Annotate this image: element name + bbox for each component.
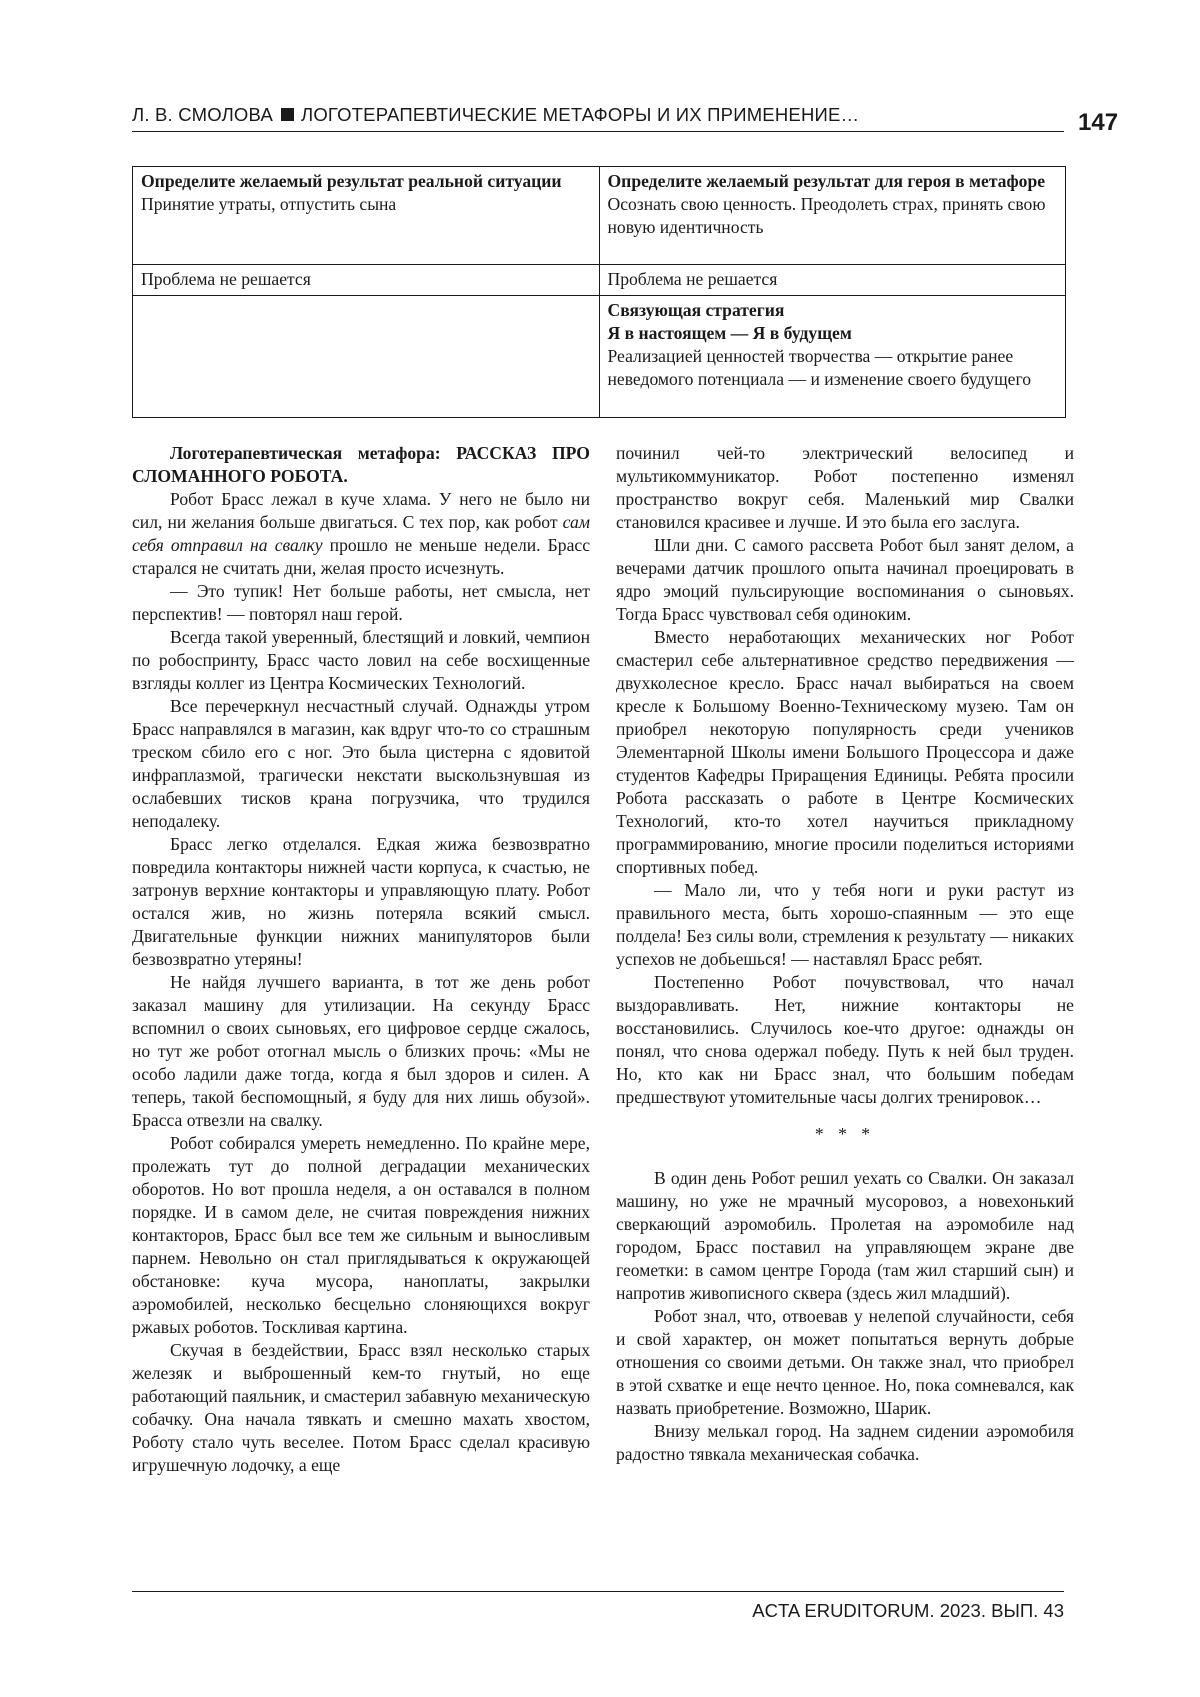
- table-cell: Проблема не решается: [133, 265, 600, 296]
- paragraph: — Это тупик! Нет больше работы, нет смысла, нет перспектив! — повторял наш герой.: [132, 581, 590, 624]
- paragraph-text: прошло не меньше недели. Брасс старался не считать дни, желая просто исчезнуть.: [132, 535, 591, 578]
- cell-heading: Определите желаемый результат для героя в метафоре: [607, 171, 1046, 191]
- paragraph: В один день Робот решил уехать со Свалки. Он заказал машину, но уже не мрачный мусоровоз, а новехонький сверкающий аэромобиль. Пролетая на аэромобиле над городом, Брасс поставил на управляющем экране две геометки: в самом центре Города (там жил старший сын) и напротив живописного сквера (здесь жил младший).: [616, 1168, 1074, 1303]
- table-cell: [133, 167, 600, 265]
- paragraph: Робот знал, что, отвоевав у нелепой случайности, себя и свой характер, он может попытаться вернуть добрые отношения со своими детьми. Он также знал, что приобрел в этой схватке и еще нечто ценное. Но, пока сомневался, как назвать приобретение. Возможно, Шарик.: [616, 1306, 1074, 1418]
- cell-heading: Определите желаемый результат реальной ситуации: [141, 171, 562, 191]
- text-column-left: [132, 442, 590, 1477]
- table-cell: [599, 296, 1066, 418]
- paragraph-text: Робот Брасс лежал в куче хлама. У него не было ни сил, ни желания больше двигаться. С тех пор, как робот: [132, 489, 590, 532]
- page-number: 147: [1078, 109, 1119, 136]
- table-row: [133, 296, 1066, 418]
- header-rule: [132, 131, 1064, 132]
- metaphor-frame-table: [132, 166, 1066, 418]
- italic-phrase: сам себя отправил на свалку: [132, 512, 590, 555]
- table-cell: [599, 167, 1066, 265]
- cell-text: Осознать свою ценность. Преодолеть страх, принять свою новую идентичность: [607, 194, 1046, 237]
- paragraph: Робот собирался умереть немедленно. По крайне мере, пролежать тут до полной деградации механических оборотов. Но вот прошла неделя, а он оставался в полном порядке. И в самом деле, не считая повреждения нижних контакторов, Брасс был все тем же сильным и выносливым парнем. Невольно он стал приглядываться к окружающей обстановке: куча мусора, наноплаты, закрылки аэромобилей, несколько бесцельно слоняющихся вокруг ржавых роботов. Тоскливая картина.: [132, 1133, 590, 1337]
- table-row: [133, 265, 1066, 296]
- paragraph: Постепенно Робот почувствовал, что начал выздоравливать. Нет, нижние контакторы не восстановились. Случилось кое-что другое: однажды он понял, что снова одержал победу. Путь к ней был труден. Но, кто как ни Брасс знал, что большим победам предшествуют утомительные часы долгих тренировок…: [616, 972, 1074, 1107]
- story-title: Логотерапевтическая метафора: РАССКАЗ ПРО СЛОМАННОГО РОБОТА.: [132, 443, 590, 486]
- table-row: [133, 167, 1066, 265]
- paragraph: Брасс легко отделался. Едкая жижа безвозвратно повредила контакторы нижней части корпуса, к счастью, не затронув верхние контакторы и управляющую плату. Робот остался жив, но жизнь потеряла всякий смысл. Двигательные функции нижних манипуляторов были безвозвратно утеряны!: [132, 834, 590, 969]
- text-column-right: [616, 442, 1074, 1466]
- article-title: ЛОГОТЕРАПЕВТИЧЕСКИЕ МЕТАФОРЫ И ИХ ПРИМЕНЕНИЕ…: [300, 104, 860, 125]
- square-separator-icon: [281, 108, 294, 121]
- section-separator: * * *: [814, 1124, 876, 1144]
- paragraph: — Мало ли, что у тебя ноги и руки растут из правильного места, быть хорошо-спаянным — это еще полдела! Без силы воли, стремления к результату — никаких успехов не добьешься! — наставлял Брасс ребят.: [616, 880, 1074, 969]
- cell-text: Принятие утраты, отпустить сына: [141, 194, 397, 214]
- cell-heading: Связующая стратегия: [607, 300, 785, 320]
- paragraph: Не найдя лучшего варианта, в тот же день робот заказал машину для утилизации. На секунду Брасс вспомнил о своих сыновьях, его цифровое сердце сжалось, но тут же робот отогнал мысль о близких прочь: «Мы не особо ладили даже тогда, когда я был здоров и силен. А теперь, такой беспомощный, я буду для них лишь обузой». Брасса отвезли на свалку.: [132, 972, 590, 1130]
- table-cell-empty: [133, 296, 600, 418]
- paragraph: Всегда такой уверенный, блестящий и ловкий, чемпион по робоспринту, Брасс часто ловил на себе восхищенные взгляды коллег из Центра Космических Технологий.: [132, 627, 590, 693]
- table-cell: Проблема не решается: [599, 265, 1066, 296]
- paragraph: Шли дни. С самого рассвета Робот был занят делом, а вечерами датчик прошлого опыта начинал проецировать в ядро эмоций пульсирующие воспоминания о сыновьях. Тогда Брасс чувствовал себя одиноким.: [616, 535, 1074, 624]
- running-head: [132, 104, 1064, 126]
- journal-citation: ACTA ERUDITORUM. 2023. ВЫП. 43: [752, 1600, 1064, 1621]
- cell-text: Реализацией ценностей творчества — открытие ранее неведомого потенциала — и изменение своего будущего: [607, 346, 1032, 389]
- footer-rule: [132, 1591, 1064, 1592]
- paragraph: Все перечеркнул несчастный случай. Однажды утром Брасс направлялся в магазин, как вдруг что-то со страшным треском сбило его с ног. Это была цистерна с ядовитой инфраплазмой, трагически некстати выскользнувшая из ослабевших тисков крана погрузчика, что трудился неподалеку.: [132, 696, 590, 831]
- paragraph: Вместо неработающих механических ног Робот смастерил себе альтернативное средство передвижения — двухколесное кресло. Брасс начал выбираться на своем кресле к Большому Военно-Техническому музею. Там он приобрел некоторую популярность среди учеников Элементарной Школы имени Большого Процессора и даже студентов Кафедры Приращения Единицы. Ребята просили Робота рассказать о работе в Центре Космических Технологий, кто-то хотел научиться прикладному программированию, многие просили поделиться историями спортивных побед.: [616, 627, 1074, 877]
- paragraph: Скучая в бездействии, Брасс взял несколько старых железяк и выброшенный кем-то гнутый, но еще работающий паяльник, и смастерил забавную механическую собачку. Она начала тявкать и смешно махать хвостом, Роботу стало чуть веселее. Потом Брасс сделал красивую игрушечную лодочку, а еще: [132, 1340, 590, 1475]
- cell-subheading: Я в настоящем — Я в будущем: [607, 323, 852, 343]
- author-name: Л. В. СМОЛОВА: [132, 104, 273, 125]
- paragraph-continued: починил чей-то электрический велосипед и мультикоммуникатор. Робот постепенно изменял пространство вокруг себя. Маленький мир Свалки становился красивее и лучше. И это была его заслуга.: [616, 443, 1074, 532]
- paragraph: [132, 488, 590, 580]
- paragraph: Внизу мелькал город. На заднем сидении аэромобиля радостно тявкала механическая собачка.: [616, 1421, 1074, 1464]
